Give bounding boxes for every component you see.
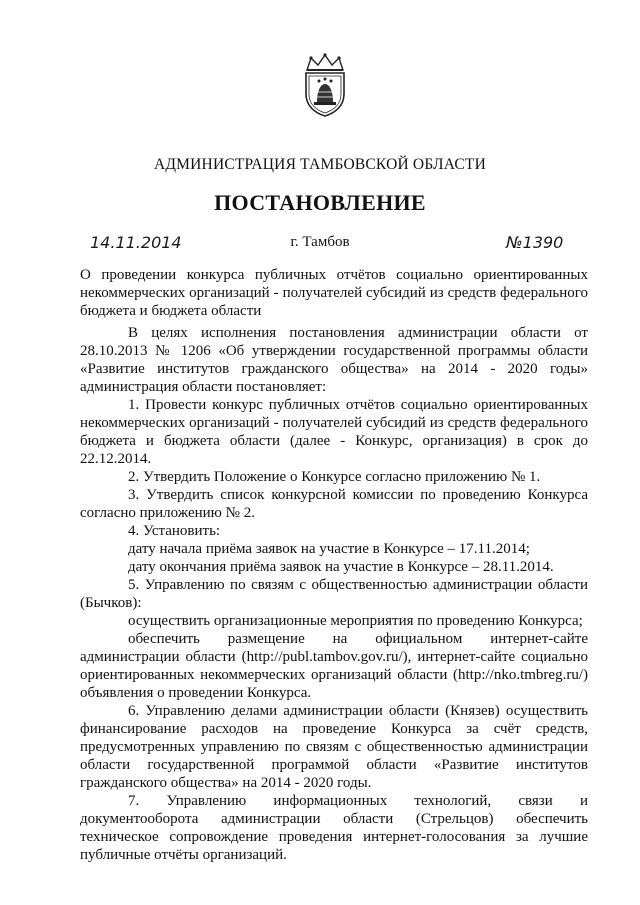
tambov-coat-of-arms-icon xyxy=(297,52,353,118)
document-number: №1390 xyxy=(506,233,564,252)
paragraph-5b: обеспечить размещение на официальном интернет-сайте администрации области (http://publ.tambov.gov.ru/), интернет-сайте социально ориентированных некоммерческих организаций области (http://nko.tmbreg.ru/) объявления о проведении Конкурса. xyxy=(80,631,588,701)
organization-name: АДМИНИСТРАЦИЯ ТАМБОВСКОЙ ОБЛАСТИ xyxy=(154,156,486,173)
paragraph-6: 6. Управлению делами администрации области (Князев) осуществить финансирование расходов на проведение Конкурса за счёт средств, предусмотренных управлению по связям с общественностью администрации области государственной программой области «Развитие институтов гражданского общества» на 2014 - 2020 годы. xyxy=(80,703,588,791)
paragraph-3: 3. Утвердить список конкурсной комиссии по проведению Конкурса согласно приложению № 2. xyxy=(80,487,588,521)
paragraph-7: 7. Управлению информационных технологий, связи и документооборота администрации области (Стрельцов) обеспечить техническое сопровождение проведения интернет-голосования за лучшие публичные отчёты организаций. xyxy=(80,793,588,863)
document-title: О проведении конкурса публичных отчётов социально ориентированных некоммерческих организаций - получателей субсидий из средств федерального бюджета и бюджета области xyxy=(80,267,588,319)
preamble-paragraph: В целях исполнения постановления администрации области от 28.10.2013 № 1206 «Об утверждении государственной программы области «Развитие институтов гражданского общества» на 2014 - 2020 годы» администрация области постановляет: xyxy=(80,325,588,395)
paragraph-4: 4. Установить: xyxy=(128,523,221,539)
paragraph-1: 1. Провести конкурс публичных отчётов социально ориентированных некоммерческих организаций - получателей субсидий из средств федерального бюджета и бюджета области (далее - Конкурс, организация) в срок до 22.12.2014. xyxy=(80,397,588,467)
paragraph-5a: осуществить организационные мероприятия по проведению Конкурса; xyxy=(128,613,583,629)
paragraph-4a: дату начала приёма заявок на участие в Конкурсе – 17.11.2014; xyxy=(128,541,530,557)
paragraph-4b: дату окончания приёма заявок на участие в Конкурсе – 28.11.2014. xyxy=(128,559,554,575)
document-city: г. Тамбов xyxy=(290,234,350,250)
paragraph-5: 5. Управлению по связям с общественностью администрации области (Бычков): xyxy=(80,577,588,611)
paragraph-2: 2. Утвердить Положение о Конкурсе согласно приложению № 1. xyxy=(128,469,541,485)
document-date: 14.11.2014 xyxy=(90,233,182,252)
document-type: ПОСТАНОВЛЕНИЕ xyxy=(214,190,426,215)
document-body xyxy=(80,324,588,864)
